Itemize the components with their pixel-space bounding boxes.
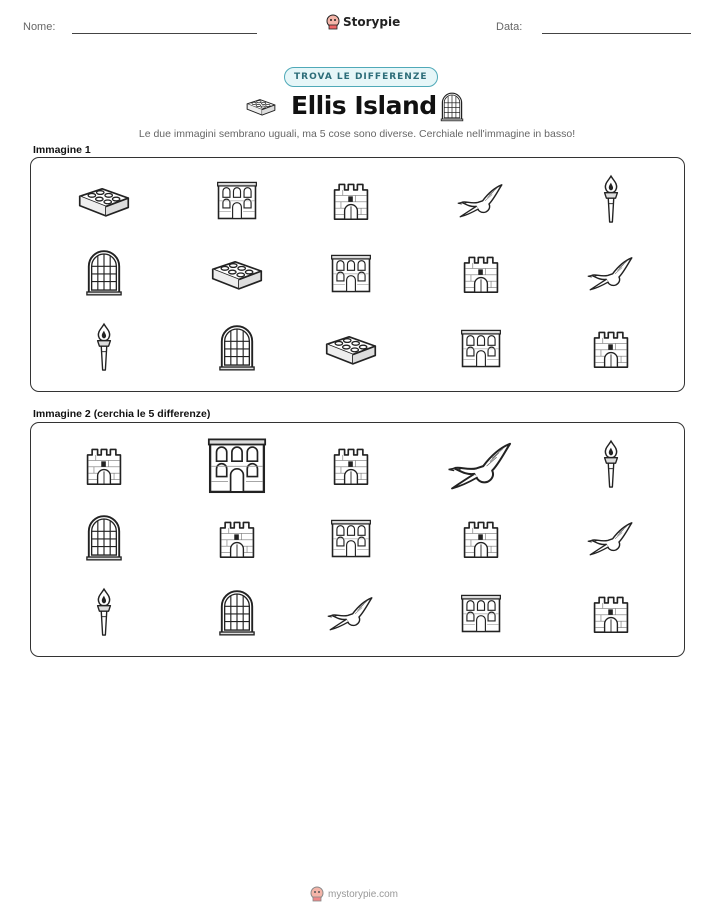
- storypie-mascot-icon: [326, 14, 340, 30]
- image1-title: Immagine 1: [33, 144, 91, 156]
- building-icon[interactable]: [329, 517, 373, 559]
- brick-icon: [323, 329, 379, 367]
- image2-panel[interactable]: [30, 422, 685, 657]
- brick-icon: [76, 181, 132, 219]
- brick-icon: [209, 254, 265, 292]
- building-icon: [215, 179, 259, 221]
- seagull-icon: [587, 253, 635, 293]
- page-title: Ellis Island: [291, 91, 437, 120]
- image2-title: Immagine 2 (cerchia le 5 differenze): [33, 408, 211, 420]
- image1-panel: [30, 157, 685, 392]
- brick-icon: [245, 94, 277, 118]
- name-line[interactable]: [72, 33, 257, 34]
- activity-badge: TROVA LE DIFFERENZE: [284, 67, 438, 87]
- castle-tower-icon: [460, 251, 502, 295]
- footer: [310, 886, 398, 902]
- date-label: Data:: [496, 21, 523, 33]
- building-icon: [329, 252, 373, 294]
- torch-icon[interactable]: [600, 439, 622, 491]
- castle-tower-icon[interactable]: [216, 516, 258, 560]
- instructions: Le due immagini sembrano uguali, ma 5 cose sono diverse. Cerchiale nell'immagine in basso!: [138, 128, 576, 140]
- arched-window-icon: [440, 91, 464, 123]
- arched-window-icon: [85, 248, 123, 298]
- building-icon[interactable]: [459, 592, 503, 634]
- castle-tower-icon[interactable]: [590, 591, 632, 635]
- seagull-icon[interactable]: [587, 518, 635, 558]
- castle-tower-icon: [330, 178, 372, 222]
- name-label: Nome:: [23, 21, 56, 33]
- seagull-icon[interactable]: [327, 593, 375, 633]
- torch-icon: [93, 322, 115, 374]
- torch-icon[interactable]: [93, 587, 115, 639]
- torch-icon: [600, 174, 622, 226]
- castle-tower-icon[interactable]: [330, 443, 372, 487]
- castle-tower-icon[interactable]: [460, 516, 502, 560]
- footer-url[interactable]: mystorypie.com: [328, 888, 399, 900]
- brand-text: Storypie: [343, 15, 401, 29]
- brand-logo: [326, 14, 400, 30]
- castle-tower-icon: [590, 326, 632, 370]
- arched-window-icon[interactable]: [85, 513, 123, 563]
- building-icon: [459, 327, 503, 369]
- arched-window-icon[interactable]: [218, 588, 256, 638]
- storypie-mascot-icon: [310, 886, 324, 902]
- building-icon[interactable]: [205, 435, 269, 496]
- date-line[interactable]: [542, 33, 691, 34]
- seagull-icon: [457, 180, 505, 220]
- seagull-icon[interactable]: [448, 437, 515, 493]
- castle-tower-icon[interactable]: [83, 443, 125, 487]
- arched-window-icon: [218, 323, 256, 373]
